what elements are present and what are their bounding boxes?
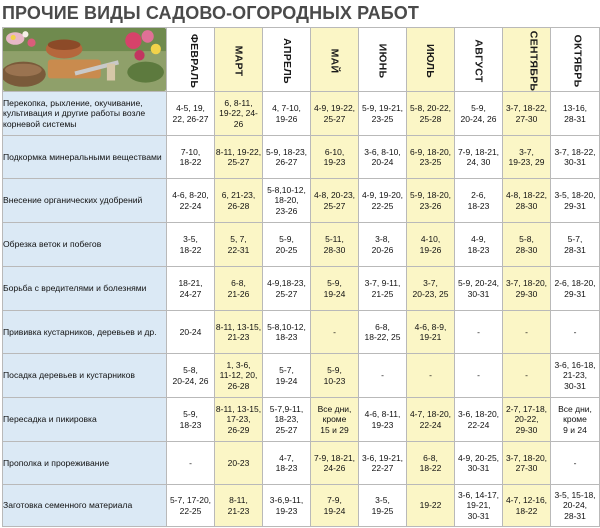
date-cell: 4-6, 8-20, 22-24	[167, 179, 215, 223]
task-label: Прополка и прореживание	[3, 442, 167, 485]
page-title: ПРОЧИЕ ВИДЫ САДОВО-ОГОРОДНЫХ РАБОТ	[2, 3, 419, 23]
date-cell: 5-9, 10-23	[311, 354, 359, 398]
date-cell: 4-7, 12-16, 18-22	[503, 485, 551, 527]
date-cell: 4-7, 18-20, 22-24	[407, 398, 455, 442]
date-cell: 5-7,9-11, 18-23, 25-27	[263, 398, 311, 442]
table-row	[3, 223, 600, 267]
date-cell: 8-11, 21-23	[215, 485, 263, 527]
date-cell: 18-21, 24-27	[167, 267, 215, 311]
schedule-table	[2, 27, 600, 527]
date-cell: 5-11, 28-30	[311, 223, 359, 267]
task-label: Перекопка, рыхление, окучивание, культивация и другие работы возле корневой системы	[3, 92, 167, 136]
date-cell: 2-7, 17-18, 20-22, 29-30	[503, 398, 551, 442]
date-cell: 7-9, 19-24	[311, 485, 359, 527]
date-cell: 20-23	[215, 442, 263, 485]
date-cell: 4, 7-10, 19-26	[263, 92, 311, 136]
date-cell: 6-8, 21-26	[215, 267, 263, 311]
date-cell: 4-9, 19-20, 22-25	[359, 179, 407, 223]
table-row	[3, 398, 600, 442]
table-row	[3, 267, 600, 311]
task-label: Прививка кустарников, деревьев и др.	[3, 311, 167, 354]
date-cell: 13-16, 28-31	[551, 92, 600, 136]
date-cell: 3-6, 14-17, 19-21, 30-31	[455, 485, 503, 527]
month-header-september	[503, 28, 551, 92]
date-cell: 4-8, 18-22, 28-30	[503, 179, 551, 223]
date-cell: 19-22	[407, 485, 455, 527]
month-label: ФЕВРАЛЬ	[188, 33, 201, 88]
date-cell: 3-7, 18-20, 29-30	[503, 267, 551, 311]
table-row	[3, 354, 600, 398]
task-label: Пересадка и пикировка	[3, 398, 167, 442]
date-cell: 5-9, 18-23, 26-27	[263, 136, 311, 179]
date-cell: 5-9, 18-23	[167, 398, 215, 442]
month-label: МАРТ	[232, 45, 245, 76]
table-row	[3, 485, 600, 527]
date-cell: 3-6, 18-20, 22-24	[455, 398, 503, 442]
date-cell: 4-10, 19-26	[407, 223, 455, 267]
date-cell: 3-7, 18-22, 27-30	[503, 92, 551, 136]
date-cell: 5-8, 20-22, 25-28	[407, 92, 455, 136]
date-cell: 4-9, 20-25, 30-31	[455, 442, 503, 485]
month-label: СЕНТЯБРЬ	[527, 30, 540, 91]
date-cell: 5-9, 20-24, 30-31	[455, 267, 503, 311]
date-cell: 6-9, 18-20, 23-25	[407, 136, 455, 179]
date-cell: 3-5, 19-25	[359, 485, 407, 527]
month-label: АПРЕЛЬ	[280, 37, 293, 84]
date-cell: 6-8, 18-22, 25	[359, 311, 407, 354]
task-label: Заготовка семенного материала	[3, 485, 167, 527]
month-label: ИЮЛЬ	[424, 43, 437, 78]
garden-tools-photo	[3, 28, 166, 91]
date-cell: 20-24	[167, 311, 215, 354]
date-cell: 6, 21-23, 26-28	[215, 179, 263, 223]
date-cell: 5-7, 19-24	[263, 354, 311, 398]
date-cell: 7-10, 18-22	[167, 136, 215, 179]
header-row	[3, 28, 600, 92]
date-cell: 3-7, 9-11, 21-25	[359, 267, 407, 311]
date-cell: 4-6, 8-11, 19-23	[359, 398, 407, 442]
date-cell: 4-8, 20-23, 25-27	[311, 179, 359, 223]
date-cell: 4-9, 19-22, 25-27	[311, 92, 359, 136]
date-cell: -	[167, 442, 215, 485]
month-label: ОКТЯБРЬ	[571, 34, 584, 87]
task-label: Посадка деревьев и кустарников	[3, 354, 167, 398]
date-cell: 5-9, 19-21, 23-25	[359, 92, 407, 136]
date-cell: 5-9, 19-24	[311, 267, 359, 311]
date-cell: 3-5, 18-20, 29-31	[551, 179, 600, 223]
date-cell: 6-10, 19-23	[311, 136, 359, 179]
date-cell: -	[551, 442, 600, 485]
date-cell: 8-11, 19-22, 25-27	[215, 136, 263, 179]
date-cell: 5-8,10-12, 18-23	[263, 311, 311, 354]
date-cell: 2-6, 18-20, 29-31	[551, 267, 600, 311]
date-cell: 1, 3-6, 11-12, 20, 26-28	[215, 354, 263, 398]
date-cell: 5-7, 28-31	[551, 223, 600, 267]
date-cell: Все дни, кроме 9 и 24	[551, 398, 600, 442]
month-header-august	[455, 28, 503, 92]
date-cell: 3-7, 19-23, 29	[503, 136, 551, 179]
date-cell: 8-11, 13-15, 21-23	[215, 311, 263, 354]
month-header-july	[407, 28, 455, 92]
date-cell: 3-5, 18-22	[167, 223, 215, 267]
month-header-march	[215, 28, 263, 92]
table-row	[3, 136, 600, 179]
month-header-april	[263, 28, 311, 92]
date-cell: -	[311, 311, 359, 354]
month-header-june	[359, 28, 407, 92]
month-label: ИЮНЬ	[376, 43, 389, 78]
date-cell: 8-11, 13-15, 17-23, 26-29	[215, 398, 263, 442]
month-label: АВГУСТ	[472, 38, 485, 83]
date-cell: 5-8, 28-30	[503, 223, 551, 267]
task-label: Обрезка веток и побегов	[3, 223, 167, 267]
date-cell: 3-7, 20-23, 25	[407, 267, 455, 311]
date-cell: Все дни, кроме 15 и 29	[311, 398, 359, 442]
table-row	[3, 311, 600, 354]
date-cell: 5-9, 18-20, 23-26	[407, 179, 455, 223]
date-cell: 4-6, 8-9, 19-21	[407, 311, 455, 354]
date-cell: -	[455, 354, 503, 398]
date-cell: 3-6, 16-18, 21-23, 30-31	[551, 354, 600, 398]
date-cell: 5-7, 17-20, 22-25	[167, 485, 215, 527]
task-label: Подкормка минеральными веществами	[3, 136, 167, 179]
date-cell: -	[359, 354, 407, 398]
date-cell: 4-9, 18-23	[455, 223, 503, 267]
date-cell: 2-6, 18-23	[455, 179, 503, 223]
table-row	[3, 442, 600, 485]
date-cell: 7-9, 18-21, 24, 30	[455, 136, 503, 179]
date-cell: 5-8, 20-24, 26	[167, 354, 215, 398]
date-cell: 4-7, 18-23	[263, 442, 311, 485]
date-cell: 5-9, 20-25	[263, 223, 311, 267]
date-cell: 3-7, 18-22, 30-31	[551, 136, 600, 179]
date-cell: 6, 8-11, 19-22, 24-26	[215, 92, 263, 136]
task-label: Борьба с вредителями и болезнями	[3, 267, 167, 311]
date-cell: 3-7, 18-20, 27-30	[503, 442, 551, 485]
date-cell: 7-9, 18-21, 24-26	[311, 442, 359, 485]
date-cell: 3-6, 19-21, 22-27	[359, 442, 407, 485]
date-cell: 3-5, 15-18, 20-24, 28-31	[551, 485, 600, 527]
month-header-may	[311, 28, 359, 92]
task-label: Внесение органических удобрений	[3, 179, 167, 223]
date-cell: 5-8,10-12, 18-20, 23-26	[263, 179, 311, 223]
date-cell: 3-6, 8-10, 20-24	[359, 136, 407, 179]
date-cell: 3-6,9-11, 19-23	[263, 485, 311, 527]
date-cell: 4-9,18-23, 25-27	[263, 267, 311, 311]
month-header-october	[551, 28, 600, 92]
date-cell: 5, 7, 22-31	[215, 223, 263, 267]
table-row	[3, 179, 600, 223]
date-cell: 5-9, 20-24, 26	[455, 92, 503, 136]
date-cell: -	[551, 311, 600, 354]
photo-cell	[3, 28, 167, 92]
month-header-february	[167, 28, 215, 92]
date-cell: -	[455, 311, 503, 354]
date-cell: 6-8, 18-22	[407, 442, 455, 485]
date-cell: -	[503, 311, 551, 354]
date-cell: 3-8, 20-26	[359, 223, 407, 267]
date-cell: -	[407, 354, 455, 398]
month-label: МАЙ	[328, 48, 341, 73]
date-cell: -	[503, 354, 551, 398]
date-cell: 4-5, 19, 22, 26-27	[167, 92, 215, 136]
table-row	[3, 92, 600, 136]
